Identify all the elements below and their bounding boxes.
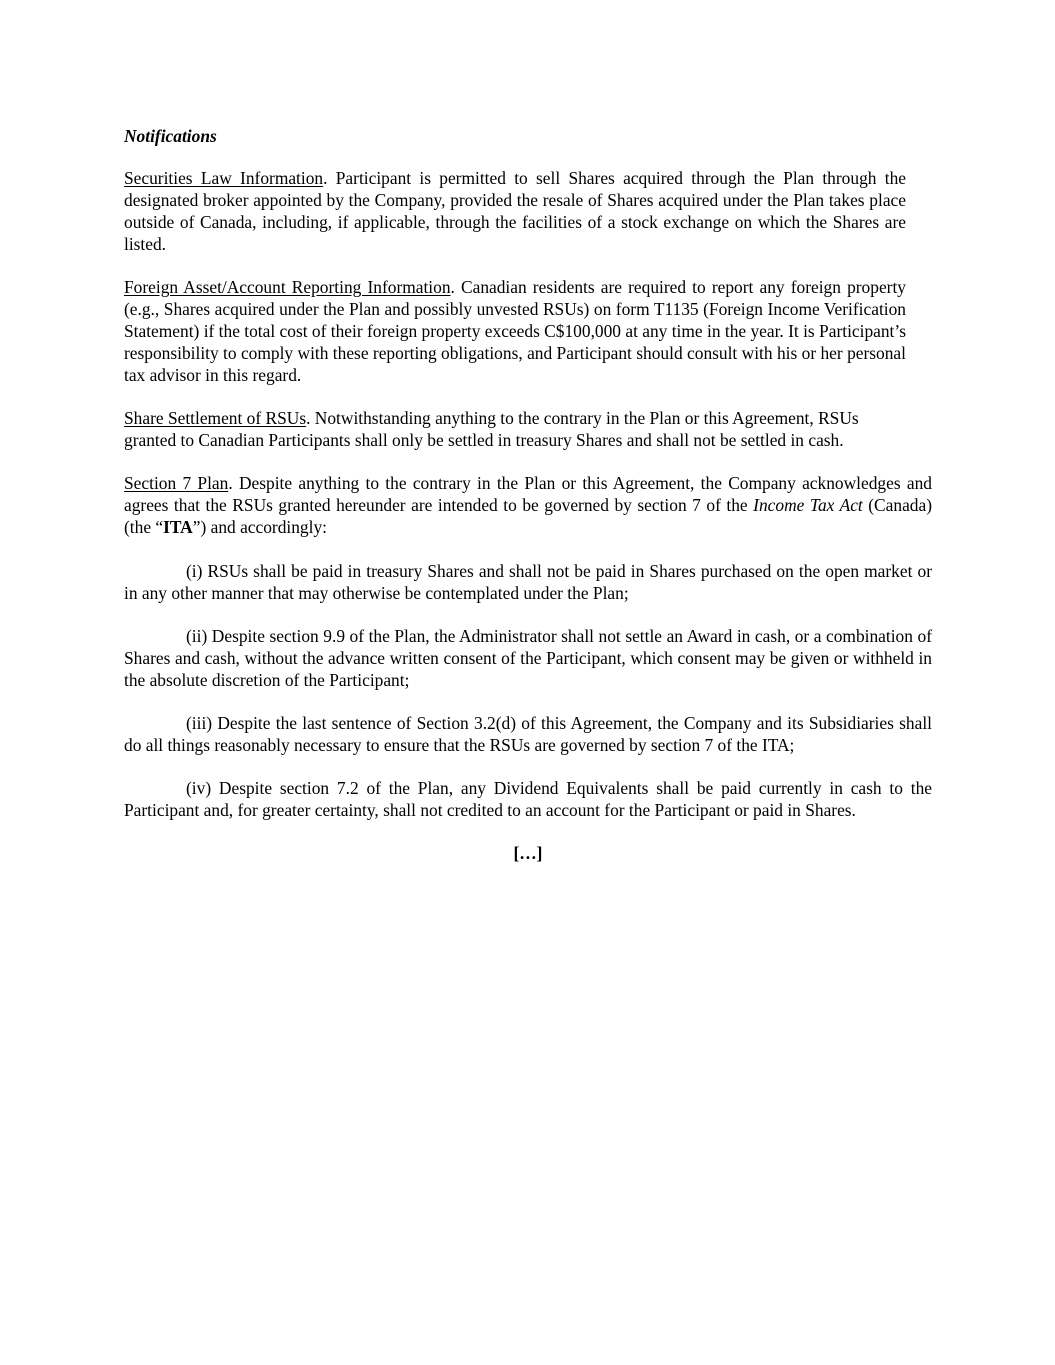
section-7-body-c: ”) and accordingly: [192, 517, 327, 537]
section-7-title: Section 7 Plan [124, 473, 229, 493]
foreign-asset-paragraph [124, 276, 906, 386]
income-tax-act: Income Tax Act [753, 495, 863, 515]
share-settlement-title: Share Settlement of RSUs [124, 408, 307, 428]
securities-law-body: . Participant is permitted to sell Shares acquired through the Plan through the designated broker appointed by the Company, provided the resale of Shares acquired under the Plan takes place outside of Canada, including, if applicable, through the facilities of a stock exchange on which the Shares are listed. [124, 168, 906, 254]
share-settlement-paragraph [124, 407, 906, 451]
document-page [124, 125, 932, 864]
section-7-paragraph [124, 472, 932, 538]
section-7-body-b: (Canada) (the “ [124, 495, 932, 537]
list-item: (iv) Despite section 7.2 of the Plan, any Dividend Equivalents shall be paid currently in cash to the Participant and, for greater certainty, shall not credited to an account for the Participant or paid in Shares. [124, 778, 932, 820]
list-item: (i) RSUs shall be paid in treasury Shares and shall not be paid in Shares purchased on the open market or in any other manner that may otherwise be contemplated under the Plan; [124, 561, 932, 603]
foreign-asset-body: . Canadian residents are required to report any foreign property (e.g., Shares acquired under the Plan and possibly unvested RSUs) on form T1135 (Foreign Income Verification Statement) if the total cost of their foreign property exceeds C$100,000 at any time in the year. It is Participant’s responsibility to comply with these reporting obligations, and Participant should consult with his or her personal tax advisor in this regard. [124, 277, 906, 385]
securities-law-paragraph [124, 167, 906, 255]
share-settlement-body: . Notwithstanding anything to the contrary in the Plan or this Agreement, RSUs granted to Canadian Participants shall only be settled in treasury Shares and shall not be settled in cash. [124, 408, 859, 450]
ita-defined-term: ITA [163, 517, 193, 537]
omission-marker: […] [513, 843, 543, 863]
list-item: (iii) Despite the last sentence of Section 3.2(d) of this Agreement, the Company and its Subsidiaries shall do all things reasonably necessary to ensure that the RSUs are governed by section 7 of the ITA; [124, 713, 932, 755]
section-heading: Notifications [124, 126, 217, 146]
securities-law-title: Securities Law Information [124, 168, 324, 188]
section-7-body-a: . Despite anything to the contrary in the Plan or this Agreement, the Company acknowledges and agrees that the RSUs granted hereunder are intended to be governed by section 7 of the [124, 473, 932, 515]
list-item: (ii) Despite section 9.9 of the Plan, the Administrator shall not settle an Award in cash, or a combination of Shares and cash, without the advance written consent of the Participant, which consent may be given or withheld in the absolute discretion of the Participant; [124, 626, 932, 690]
foreign-asset-title: Foreign Asset/Account Reporting Information [124, 277, 451, 297]
